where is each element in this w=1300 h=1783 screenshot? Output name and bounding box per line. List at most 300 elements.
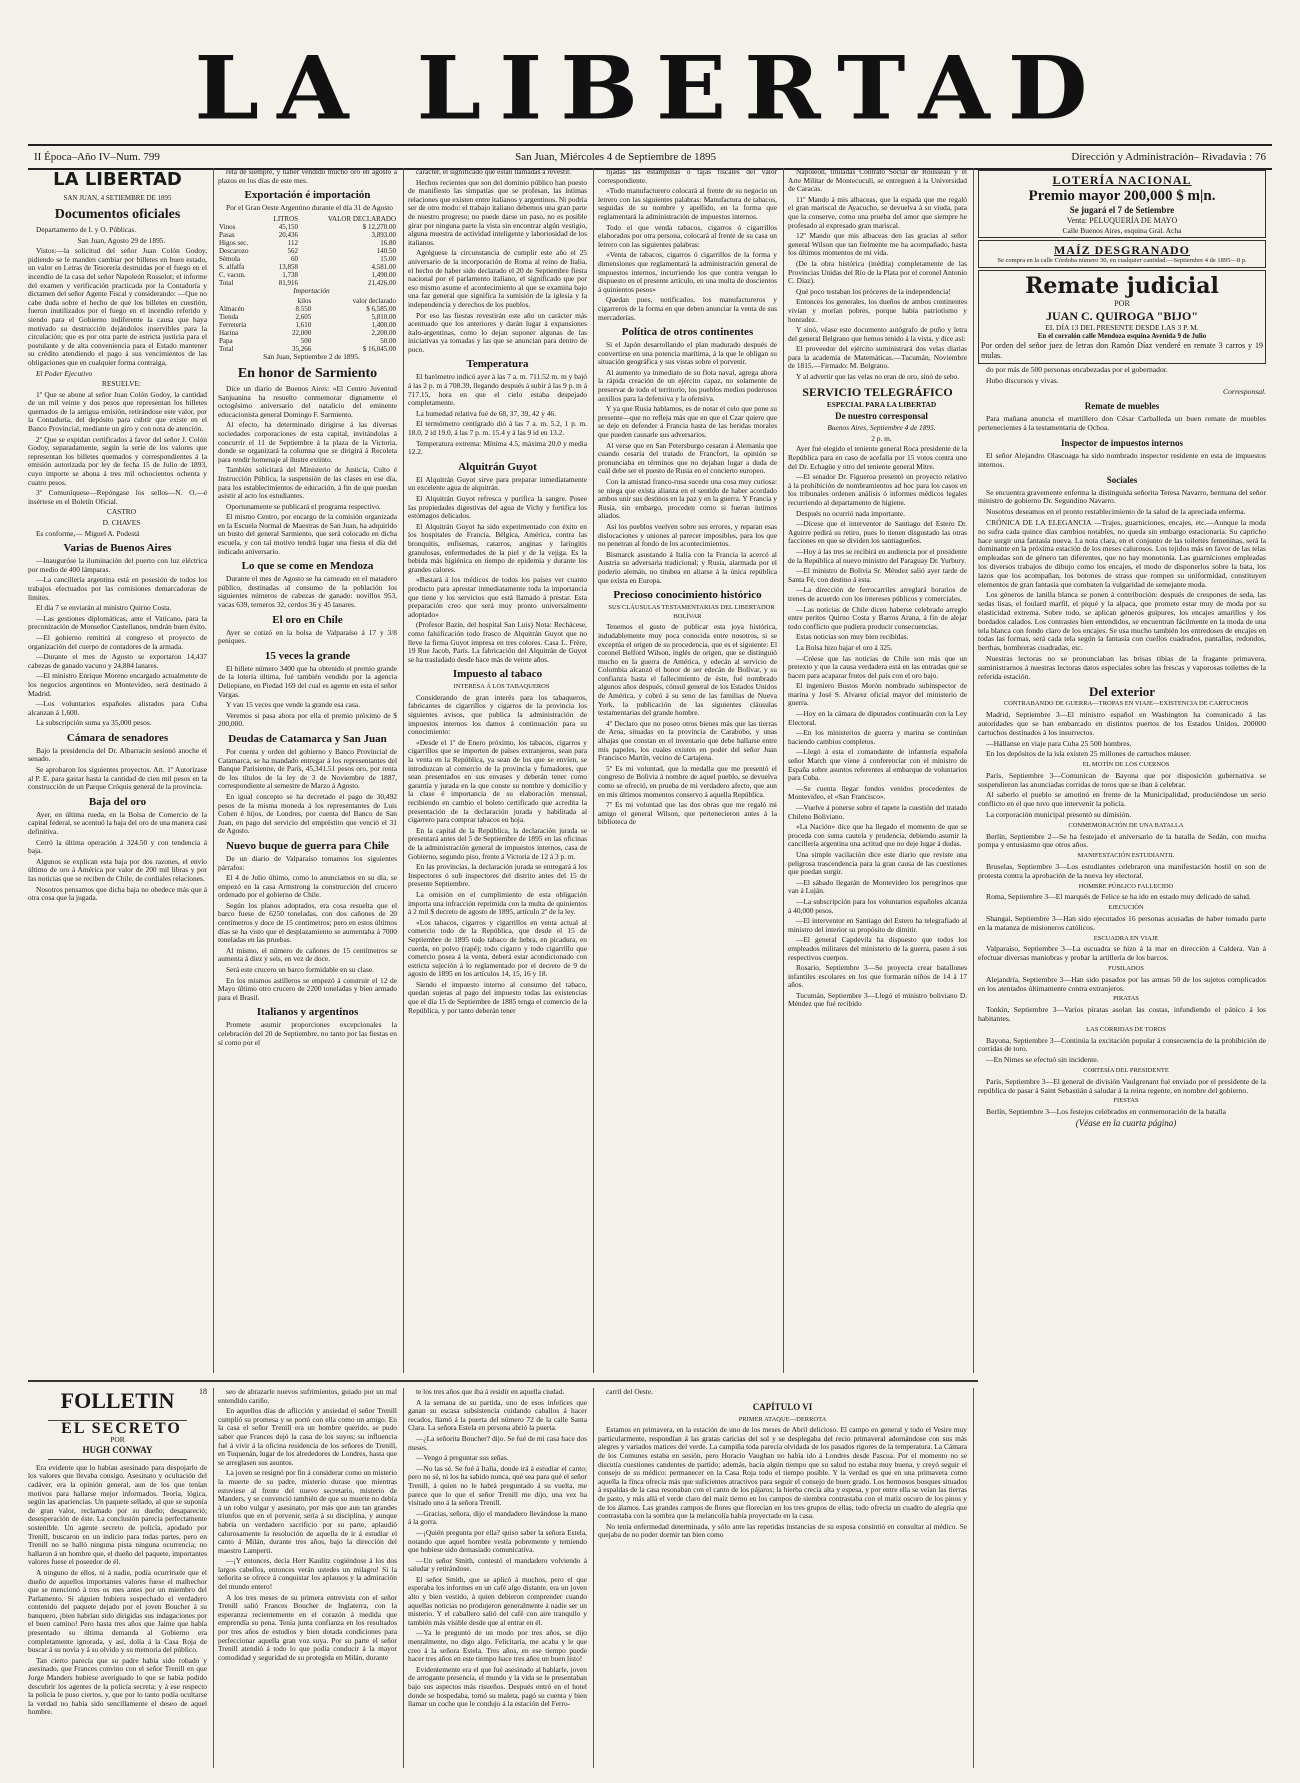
table-cell: 2,200.00 — [371, 329, 396, 338]
article-text: Algunos se explican esta baja por dos razones, el envío último de oro á América por valor de 200 mil libras y por las noticias que se reciben de Chile, de cordiales relaciones. — [28, 856, 207, 883]
table-cell: 1,610 — [295, 321, 312, 330]
article-text: Tan cierto parecía que su padre había sido robado y asesinado, que Frances convino con el señor Trenill en que Jorge Manders hubiese averiguado lo que se había podido descubrir los agentes de la policía secreta; y á ese respecto la policía le puso ciertos, y, que por lo tanto podía ocultarse la verdad no había sido sencillamente el deseo de aquel hombre. — [28, 1655, 207, 1717]
table-cell: 5,810.00 — [371, 313, 396, 322]
column-3 — [408, 168, 594, 1373]
article-text: El día 7 se enviarán al ministro Quirno Costa. — [36, 603, 172, 613]
article-text: Valparaíso, Septiembre 3—La escuadra se hizo á la mar en dirección á Caldera. Van á efectuar diversas maniobras y probar la artillería de los barcos. — [978, 944, 1266, 963]
folletin-column-3 — [408, 1388, 594, 1768]
lottery-ad — [978, 170, 1266, 238]
article-text: La Bolsa hizo bajar el oro á 325. — [796, 642, 893, 652]
edition-info: II Época–Año IV–Num. 799 — [34, 151, 160, 163]
article-text: El proveedor del ejército suministrará dos velas diarias para la academia de Matemáticas.—Tucumán, Noviembre de 1815.—Firmado: M. Belgrano. — [788, 344, 967, 371]
article-text: Qué poco testaban los próceres de la independencia! — [796, 286, 951, 296]
article-text: Agréguese la circunstancia de cumplir este año el 25 aniversario de la incorporación de Roma al reino de Italia, el hecho de haber sido declarado el 20 de Septiembre fiesta nacional por el parlamento italiano, el significado que por eso mismo asume el acontecimiento al que se examina bajo una faz general que significa la sumisión de la iglesia y la independencia y derechos de los pueblos. — [408, 248, 587, 309]
table-cell: Pasas — [219, 230, 235, 239]
table-row — [218, 255, 397, 263]
article-text: Cerró la última operación á 324.50 y con tendencia á baja. — [28, 837, 207, 856]
article-text: Entonces los generales, los dueños de ambos continentes vivían y morían pobres, porque había patriotismo y honradez. — [788, 297, 967, 324]
article-text: El Poder Ejecutivo — [36, 368, 93, 378]
article-text: Tonkin, Septiembre 3—Varios piratas asolan las costas, infundiendo el pánico á los habitantes. — [978, 1005, 1266, 1024]
article-text: —Durante el mes de Agosto se exportaron 14,437 cabezas de ganado vacuno y 24,884 lanares. — [28, 652, 207, 670]
article-subheading: MANIFESTACIÓN ESTUDIANTIL — [1077, 852, 1175, 860]
article-text: Según los planos adoptados, era cosa resuelta que el barco fuese de 6250 toneladas, con dos cañones de 20 centímetros y doce de 15 centímetros; pero en estos últimos días se ha visto que el desplazamiento se aumentaba á 7000 toneladas en las pruebas. — [218, 900, 397, 945]
table-cell: 13,858 — [278, 262, 299, 271]
article-text: «Todo manufacturero colocará al frente de su negocio un letrero con las siguientes palabras: Manufactura de tabacos, seguidas de su nombre y apellido, en la forma que reglamentará la administración de impuestos internos. — [598, 186, 777, 221]
article-text: —Las gestiones diplomáticas, ante el Vaticano, para la preconización de Monseñor Castellanos, tendrán buen éxito. — [28, 613, 207, 632]
article-subheading: CONTRABANDO DE GUERRA—TROPAS EN VIAJE—EXISTENCIA DE CARTUCHOS — [1003, 700, 1249, 708]
article-text: —La subscripción para los voluntarios españoles alcanza á 40,000 pesos. — [788, 896, 967, 915]
article-text: El termómetro centígrado dió á las 7 a. m. 5.2, 1 p. m. 18.0, 2 id 19.0, á las 7 p. m. 15.4 y á las 9 id en 13.2. — [408, 419, 587, 438]
table-header-cell: VALOR DECLARADO — [327, 214, 396, 223]
article-text: (De la obra histórica (inédita) completamente de las Provincias Unidas del Río de la Plata por el coronel Antonio C. Díaz). — [788, 258, 967, 286]
article-heading: El oro en Chile — [272, 613, 343, 626]
article-text: A los tres meses de su primera entrevista con el señor Trenill salió Frances Boucher de Inglaterra, con la esperanza recientemente en el corazón á medida que emprendía su pena. Tenía junta confianza en los resultados por tres años de estudios y bien dotada condiciones para perfeccionar aquella gran voz suya. Por su parte el señor Trenill atendió á todo lo que podía conducir á la mayor comodidad y seguridad de su protegida en Milán, durante — [218, 1592, 397, 1662]
table-cell: $ 6,585.00 — [366, 305, 396, 314]
section-title: LA LIBERTAD — [53, 169, 182, 190]
issue-date: San Juan, Miércoles 4 de Septiembre de 1895 — [515, 151, 717, 163]
folletin-section — [28, 1380, 978, 1770]
dept-line: Departamento de I. y O. Públicas. — [36, 225, 137, 234]
article-text: En los depósitos de la isla existen 25 millones de cartuchos máuser. — [986, 749, 1191, 759]
table-cell: 81,916 — [278, 278, 299, 287]
article-text: Nosotros pensamos que dicha baja no obedece más que á otra cosa que la jugada. — [28, 884, 207, 903]
article-subheading: LAS CORRIDAS DE TOROS — [1086, 1025, 1166, 1033]
article-text: «Bastará á los médicos de todos los países ver cuanto producto para aprestar inmediatamente toda la importancia que tiene y los servicios que está llamado á prestar. Esta preparación creo que será muy pronto universalmente adoptado» — [408, 575, 587, 619]
article-text: El billete número 3400 que ha obtenido el premio grande de la lotería última, fué también vendido por la agencia Deliepiane, en Piedad 169 del cual es agente en esta el señor Vargas. — [218, 663, 397, 699]
article-text: Considerando de gran interés para los tabaqueros, fabricantes de cigarrillos y cigarros de la provincia los siguientes avisos, que publica la administración de impuestos internos los damos á continuación para su conocimiento: — [408, 692, 587, 737]
article-text: Bajo la presidencia del Dr. Albarracín sesionó anoche el senado. — [28, 745, 207, 764]
article-text: —La cancillería argentina está en posesión de todos los trabajos efectuados por las comisiones demarcadoras de límites. — [28, 575, 207, 602]
article-text: «Desde el 1º de Enero próximo, los tabacos, cigarros y cigarrillos que se importen de países extranjeros, sean para la venta en la República, ya sean de los que se envíen, se introduzcan al comercio de la provincia y fumadores, que sean presentados en sus envases y deberán tener como garantía y jurada en la que conste su nombre y domicilio y la clase é importancia de su elaboración mensual, recibiendo en cambio el boleto certificado que acredita la presentación de la declaración jurada y habilitada al cigarrero para comprar tabacos en hoja. — [408, 737, 587, 825]
article-text: La subscripción suma ya 35,000 pesos. — [36, 718, 152, 728]
article-text: Nuestras lectoras no se pronunciaban las brisas tibias de la fragante primavera, suministrarnos á nuestras lectoras datos especiales sobre las frescas y vaporosas toilettes de la referida estación. — [978, 653, 1266, 681]
article-text: (Profesor Bazin, del hospital San Luis) Nota: Rechácese, como falsificación todo frasco de Alquitrán Guyot que no lleve la firma Guyot impresa en tres colores. Casa L. Frère, 19 Rue Jacob, París. La fabricación del Alquitrán de Guyot se ha trasladado desde hace más de veinte años. — [408, 620, 587, 664]
table-cell: Total — [219, 278, 234, 287]
telegraph-sub: ESPECIAL PARA LA LIBERTAD — [826, 399, 937, 409]
article-text: Tenemos el gusto de publicar esta joya histórica, indudablemente muy poca conocida entre nosotros, si se exceptúa el origen de su procedencia, que es el siguiente: El coronel Belford Wilson, inglés de origen, que se distinguió mucho en la guerra de América, y edecán al servicio de Colombia alcanzó el honor de ser edecán de Bolívar, y su confianza hasta el fallecimiento de éste, fué nombrado algunos años después, cónsul general de los Estados Unidos de América, y cobró á su seno de las familias de Nueva York, la publicación de las siguientes cláusulas testamentarias del grande hombre. — [598, 622, 777, 718]
table-row — [218, 337, 397, 345]
article-text: Berlín, Septiembre 3—Los festejos celebrados en conmemoración de la batalla — [986, 1107, 1226, 1117]
article-text: Por cuenta y orden del gobierno y Banco Provincial de Catamarca, se ha mandado entregar á los representantes del Banque Parisienne, de París, 45,341.51 pesos oro, por renta de los títulos de la ley de 3 de Noviembre de 1887, correspondiente al semestre de Marzo á Agosto. — [218, 746, 397, 791]
article-subheading: CONMEMORACIÓN DE UNA BATALLA — [1068, 821, 1184, 829]
article-text: Promete asumir proporciones excepcionales la celebración del 20 de Septiembre, no tanto por las fiestas en sí como por el — [218, 1020, 397, 1047]
folletin-number: 18 — [199, 1388, 207, 1396]
article-heading: Sociales — [1106, 474, 1138, 485]
table-cell: Vinos — [219, 222, 236, 231]
article-text: El barómetro indicó ayer á las 7 a. m. 711.52 m. m y bajó á las 2 p. m á 708.39, llegando después á subir á las 9 p. m á 717.15, hora en que el cielo estaba despejado completamente. — [408, 372, 587, 408]
article-text: Ayer se cotizó en la bolsa de Valparaíso á 17 y 3/8 peniques. — [218, 627, 397, 646]
table-cell: Higos sec. — [219, 238, 249, 247]
article-text: —Vuelve á ponerse sobre el tapete la cuestión del tratado Chileno Boliviano. — [788, 803, 967, 821]
article-text: «La Nación» dice que ha llegado el momento de que se proceda con suma cautela y prudencia, debiendo asumir la cancillería argentina una actitud que no deje lugar á dudas. — [788, 822, 967, 849]
table-header-row — [218, 297, 397, 305]
article-text: Al efecto, ha determinado dirigirse á las diversas sociedades corporaciones de esta capital, invitándolas á concurrir el 11 de Septiembre á la plaza de la Victoria, donde se organizará la columna que se dirigirá á Recoleta para rendir homenaje al ilustre extinto. — [218, 420, 397, 464]
folletin-author: HUGH CONWAY — [82, 1445, 153, 1456]
article-text: Veremos si pasa ahora por ella el premio próximo de $ 200,000. — [218, 710, 397, 729]
article-text: Para mañana anuncia el martillero don César Carballeda un buen remate de muebles pertenecientes á la testamentaria de Ochoa. — [978, 414, 1266, 433]
article-subheading: EL MOTÍN DE LOS CUERNOS — [1082, 761, 1170, 769]
article-text: Durante el mes de Agosto se ha carneado en el matadero público, destinadas al consumo de la población los siguientes números de cabezas de ganado: novillos 953, vacas 639, terneros 32, cerdos 36 y 45 lanares. — [218, 574, 397, 610]
article-text: Se encuentra gravemente enferma la distinguida señorita Teresa Navarro, hermana del señor ministro de gobierno Dr. Segundino Navarro. — [978, 487, 1266, 506]
article-text: —Inauguróse la iluminación del puerto con luz eléctrica por medio de 400 lámparas. — [28, 556, 207, 574]
article-text: seo de abrazarle nuevos sufrimientos, guiado por un mal entendido cariño. — [218, 1388, 397, 1405]
telegraph-time: 2 p. m. — [871, 433, 892, 443]
article-text: Ayer, en última rueda, en la Bolsa de Comercio de la capital federal, se acentuó la baja del oro de una manera casi definitiva. — [28, 809, 207, 837]
table-cell: Almacén — [219, 305, 245, 314]
telegraph-heading: SERVICIO TELEGRÁFICO — [802, 384, 953, 399]
article-text: —¡Quién pregunta por ella? quiso saber la señora Estela, notando que aquel hombre vestía pobremente y temiendo que hubiese sido demasiado comunicativa. — [408, 1527, 587, 1555]
article-text: La corporación municipal presentó su dimisión. — [986, 810, 1132, 820]
article-text: Así los pueblos vuelven sobre sus errores, y reparan esas dislocaciones y uniones al parecer imposibles, para los que no penetran al fondo de los acontecimientos. — [598, 521, 777, 549]
article-text: Dice un diario de Buenos Aires: «El Centro Juventud Sanjuanina ha resuelto conmemorar dignamente el octogésimo aniversario del natalicio del eminente educacionista general Domingo F. Sarmiento. — [218, 383, 397, 419]
article-text: Alejandría, Septiembre 3—Han sido pasados por las armas 50 de los sujetos complicados en los atentados últimamente contra extranjeros. — [978, 974, 1266, 993]
article-text: —Vengo á preguntar sus señas. — [416, 1453, 509, 1463]
table-header-cell: valor declarado — [352, 297, 396, 306]
table-cell: Total — [219, 345, 234, 354]
article-text: te los tres años que iba á residir en aquella ciudad. — [416, 1388, 565, 1396]
article-text: En las provincias, la declaración jurada se entregará á los Inspectores ó sub inspectores del distrito antes del 15 de presente Septiembre. — [408, 862, 587, 889]
article-text: Y al advertir que las velas no eran de oro, sinó de sebo. — [796, 372, 960, 382]
article-heading: Nuevo buque de guerra para Chile — [226, 839, 389, 852]
article-subheading: Importación — [293, 285, 330, 295]
lottery-ad-title: LOTERÍA NACIONAL — [1052, 173, 1192, 187]
section-date: SAN JUAN, 4 SETIEMBRE DE 1895 — [63, 194, 172, 202]
article-text: —Los voluntarios españoles alistados para Cuba alcanzan á 1,600. — [28, 699, 207, 717]
masthead-title: LA LIBERTAD — [194, 36, 1106, 140]
article-text: —Hoy en la cámara de diputados continuarán con la Ley Electoral. — [788, 709, 967, 727]
article-text: Al aumento ya inmediato de su flota naval, agrega ahora la rápida creación de un ejército capaz, no solamente de preservar de todo el territorio, los pueblos medios poderosos auxilios para la defensiva y la ofensiva. — [598, 367, 777, 403]
article-text: Por el Gran Oeste Argentino durante el día 31 de Agosto — [226, 203, 393, 213]
article-text: Bismarck asustando á Italia con la Francia la acercó al Austria su adversaria tradicional; y Rusia, alarmada por el poderío alemán, no titubea en aliarse á la única república que exista en Europa. — [598, 549, 777, 585]
article-heading: Exportación é importación — [244, 189, 371, 202]
article-heading: Lo que se come en Mendoza — [241, 560, 374, 573]
table-cell: 2,605 — [295, 313, 312, 322]
table-header-cell — [218, 215, 262, 223]
article-text: Una simple vacilación dice este diario que reviste una peligrosa trascendencia para la gran causa de las cuestiones que puedan surgir. — [788, 849, 967, 877]
article-text: —Las noticias de Chile dicen haberse celebrado arreglo entre peritos Quirno Costa y Barros Arana, á fin de alejar todo conflicto que pudiera producir consecuencias. — [788, 604, 967, 631]
article-subheading: CORTESÍA DEL PRESIDENTE — [1083, 1067, 1169, 1074]
table-cell: Ferretería — [219, 321, 247, 330]
table-cell: 112 — [287, 238, 299, 247]
article-text: La joven se resignó por fin á considerar como un misterio la muerte de su padre, misterio durase que mientras estuviese al frente del nuevo secretario, misterio de Manders, y se convenció también de que su muerte no debía á un robo vulgar y asesinato, por más que aun tan grandes triunfos que en el porvenir, sería á su disciplina, y aunque habría un verdadero sacrificio por su parte, aplaudió calurosamente la resolución de aquella de ir á estudiar el canto á Milán, durante tres años, bajo la dirección del maestro Lamperti. — [218, 1468, 397, 1555]
article-heading: Baja del oro — [88, 795, 147, 808]
table-row — [218, 321, 397, 329]
table-cell: 22,000 — [292, 329, 312, 338]
table-row — [218, 271, 397, 279]
telegraph-date: Buenos Aires, Septiembre 4 de 1895. — [827, 423, 936, 433]
address-info: Dirección y Administración– Rivadavia : 76 — [1071, 151, 1266, 163]
article-text: —Un señor Smith, contestó el mandadero volviendo á saludar y retirándose. — [408, 1555, 587, 1574]
table-row — [218, 305, 397, 313]
table-cell: $ 16,045.00 — [362, 345, 396, 354]
article-text: Al saberlo el pueblo se amotinó en frente de la Municipalidad, produciéndose un serio conflicto en el que tuvo que intervenir la policía. — [978, 790, 1266, 809]
remate-ad-date: EL DÍA 13 DEL PRESENTE DESDE LAS 3 P. M. — [1045, 323, 1199, 332]
article-heading: Inspector de impuestos internos — [1060, 437, 1184, 448]
article-text: reta de siempre, y haber vendido mucho oro en agosto á plazos en los días de este mes. — [218, 168, 397, 185]
table-cell: 562 — [287, 246, 299, 255]
doc-date: San Juan, Agosto 29 de 1895. — [77, 235, 166, 245]
export-table — [218, 215, 397, 287]
article-text: 11º Mando á mis albaceas, que la espada que me regaló el gran mariscal de Ayacucho, se devuelva á su viuda, para que la conserve, como una prueba del amor que siempre he profesado al expresado gran mariscal. — [788, 194, 967, 230]
table-cell: 35,266 — [292, 345, 312, 354]
article-text: Si el Japón desarrollando el plan madurado después de convertirse en una potencia marítima, á la que le obligan su situación geográfica y sus vistas sobre el porvenir. — [598, 340, 777, 367]
article-text: —En Nimes se efectuó sin incidente. — [986, 1055, 1099, 1065]
article-text: Al verse que en San Petersburgo cesaran á Alemania que cuando cesaría del tratado de Francfort, la opinión se pronunciaba en términos que no dejaban lugar a duda de cuál debe ser el puesto de Rusia en el concierto europeo. — [598, 440, 777, 476]
folletin-por: POR — [110, 1434, 125, 1444]
article-text: —Hoy á las tres se recibirá en audiencia por el presidente de la República al nuevo ministro del Paraguay Dr. Yurbury. — [788, 546, 967, 565]
heading-documentos: Documentos oficiales — [54, 207, 181, 222]
article-subheading: INTERESA Á LOS TABAQUEROS — [453, 683, 550, 691]
article-text: —Gracias, señora, dijo el mandadero llevándose la mano á la gorra. — [408, 1508, 587, 1527]
telegraph-sub: De nuestro corresponsal — [835, 411, 928, 422]
article-text: El ingeniero Bustos Morón nombrado subinspector de marina y José S. Alvarez oficial mayor del ministerio de guerra. — [788, 681, 967, 708]
table-row — [218, 263, 397, 271]
chapter-title: CAPÍTULO VI — [752, 1401, 813, 1412]
article-text: San Juan, Septiembre 2 de 1895. — [263, 352, 360, 362]
article-heading: Remate de muebles — [1084, 401, 1160, 412]
column-4 — [598, 168, 784, 1373]
table-cell: Papa — [219, 337, 233, 346]
article-text: 5º Es mi voluntad, que la medalla que me presentó el congreso de Bolivia á nombre de aquel pueblo, se devuelva como se ofreció, en prueba de mi verdadero afecto, que aun en mis últimos momentos conservo á aquella República. — [598, 763, 777, 799]
article-heading: Precioso conocimiento histórico — [613, 589, 762, 602]
table-row — [218, 247, 397, 255]
chapter-subtitle: PRIMER ATAQUE—DERROTA — [738, 1415, 827, 1423]
dateline-bar — [28, 144, 1272, 170]
article-text: «Los tabacos, cigarros y cigarrillos en venta actual al comercio todo de la República, que desde el 15 de Septiembre de 1895 todo tabaco de hebra, en picadura, en cuerda, en polvo (rapé); todo cigarro y todo cigarrillo que comercio posea á la venta, deberá estar acondicionado con estricta sujeción á lo reglamentado por el decreto de 9 de agosto de 1895 en los artículos 14, 15, 16 y 18. — [408, 917, 587, 979]
article-text: Tucumán, Septiembre 3—Llegó el ministro boliviano D. Méndez que fué recibido — [788, 990, 967, 1009]
article-subheading: FUSILADOS — [1108, 965, 1144, 973]
article-text: Nosotros deseamos en el pronto restablecimiento de la salud de la apreciada enferma. — [986, 507, 1246, 517]
table-cell: 140.50 — [376, 246, 396, 255]
table-cell: Harina — [219, 329, 239, 338]
article-text: El Alquitrán Guyot refresca y purifica la sangre. Posee las propiedades digestivas del agua de Vichy y fortifica los estómagos delicados. — [408, 494, 587, 521]
article-subheading: PIRATAS — [1113, 995, 1139, 1003]
table-cell: C. vacun. — [219, 270, 246, 279]
table-cell: 1,400.00 — [371, 321, 396, 330]
article-text: —El sábado llegarán de Montevideo los peregrinos que van á Luján. — [788, 877, 967, 896]
article-heading: En honor de Sarmiento — [237, 365, 378, 381]
article-text: Vistos:—la solicitud del señor Juan Colón Godoy, pidiendo se le manden cambiar por billetes en buen estado, un valor en Letras de Tesorería destruidas por el fuego en el incendio de la casa del señor Napoleón Rosselot; el informe del examen y verificación practicada por la Contaduría y dictamen del señor Agente Fiscal y considerando: —Que no cabe duda sobre el hecho de que los billetes en cuestión, fueron inutilizados por el fuego en el incendio referido y siendo para el Gobierno indiferente la causa que haya motivado su destrucción dejándolos inservibles para la circulación; que es por otra parte de estricta justicia para el postulante y de alta conveniencia para el Estado mantener su crédito atendiendo el pago á sus vencimientos de las obligaciones que en cualquier forma contraiga, — [28, 246, 207, 367]
signature: D. CHAVES — [102, 518, 141, 527]
article-text: En aquellos días de aflicción y ansiedad el señor Trenill cumplió su promesa y se portó con ella como un amigo. En la casa el señor Trenill era un hombre querido, se pudo saber que Frances dejó la casa de los suyos; su influencia fué á vivir á la oficina residencia de los señores de Trenill, en Tuquenán, lugar de los alrededores de Londres, hasta que se arreglasen sus asuntos. — [218, 1406, 397, 1467]
remate-ad-por: POR — [1114, 299, 1130, 308]
folletin-title: FOLLETIN — [60, 1388, 175, 1413]
article-heading: Cámara de senadores — [66, 731, 169, 744]
article-text: Rosario, Septiembre 3—Se proyecta crear batallones infantiles escolares en los que formarán niños de 14 á 17 años. — [788, 963, 967, 990]
article-text: do por más de 500 personas encabezadas por el gobernador. — [986, 365, 1168, 374]
remate-ad-location: En el corralón calle Mendoza esquina Avenida 9 de Julio — [1037, 332, 1207, 340]
article-subheading: EJECUCIÓN — [1108, 904, 1144, 912]
remate-ad-auctioneer: JUAN C. QUIROGA "BIJO" — [1045, 309, 1198, 323]
table-cell: $ 12,270.00 — [362, 222, 396, 231]
article-signature: Corresponsal. — [1223, 386, 1266, 396]
article-text: El señor Alejandro Olascoaga ha sido nombrado inspector residente en esta de impuestos internos. — [978, 450, 1266, 469]
article-text: Era evidente que lo habían asesinado para despojarlo de los valores que llevaba consigo. Asesinato y ocultación del cadáver, era la opinión general, aun de los que tenían motivos para hallarse mejor informados. Teoría, lógica, según las apariencias. Un paquete sellado, al que se suponía de gran valor, reclamado por su dueño; desapareció; desesperación de éste. La conclusión parecía perfectamente sostenible. Un agente secreto de policía, apodado por Trenill, buscaron en un indicio para todas partes, pero en Trenill no se halló ninguna pista ninguna ocurrencia; no hallaron á un hombre que, el dueño del paquete, importantes valores fuese el poseedor de él. — [28, 1462, 207, 1567]
article-text: París, Septiembre 3—El general de división Vaulgrenant fué enviado por el presidente de la república de pasar á Saint Sebastián á saludar á la reina regente, en nombre del gobierno. — [978, 1076, 1266, 1095]
article-text: —¡Y entonces, decía Herr Kaulitz cogiéndose á los dos largos cabellos, entonces verán ustedes un milagro! Si la señorita se ofrece á conquistar los aplausos y la admiración del mundo entero! — [218, 1556, 397, 1592]
folletin-column-1 — [28, 1388, 214, 1768]
article-subheading: HOMBRE PÚBLICO FALLECIDO — [1078, 882, 1174, 890]
article-text: El 4 de Julio último, como lo anunciamos en su día, se empezó en la casa Armstrong la construcción del crucero ordenado por el gobierno de Chile. — [218, 873, 397, 900]
article-text: —¿La señorita Boucher? dijo. Se fué de mi casa hace dos meses. — [408, 1433, 587, 1452]
lottery-venue: Venta: PELUQUERÍA DE MAYO — [1066, 216, 1178, 225]
table-cell: Descarozo — [219, 246, 249, 255]
article-text: 7º Es mi voluntad que las dos obras que me regaló mi amigo el general Wilson, que pertenecieron antes á la biblioteca de — [598, 800, 777, 827]
article-text: Roma, Septiembre 3—El marqués de Felice se ha ido en estado muy delicado de salud. — [986, 892, 1251, 902]
table-cell: 500 — [300, 337, 312, 346]
table-cell: 1,738 — [282, 270, 299, 279]
article-text: —Llegó á esta el comandante de infantería española señor March que viene á conferenciar con el ministro de España sobre asuntos referentes al embarque de voluntarios para Cuba. — [788, 747, 967, 783]
article-text: París, Septiembre 3—Comunican de Bayona que por disposición gubernativa se suspendieron las anunciadas corridas de toros que se iban á celebrar. — [978, 770, 1266, 789]
continued-note: (Véase en la cuarta página) — [1075, 1117, 1177, 1128]
table-cell: Sémola — [219, 254, 240, 263]
maiz-ad — [978, 240, 1266, 268]
newspaper-page — [28, 18, 1272, 1768]
article-text: —Ya le preguntó de un modo por tres años, se dijo mentalmente, no digo algo. Felicitaría, me acaba y le que creo á la señora Estela. Tres años, en ese tiempo puede hacer tres años en este tiempo hace tres años un buen listo! — [408, 1628, 587, 1664]
article-heading: Impuesto al tabaco — [452, 668, 543, 681]
table-cell: 4,581.00 — [371, 262, 396, 271]
article-text: 2º Que se expidan certificados á favor del señor J. Colón Godoy, separadamente, según la serie de los valores que representan los billetes quemados y correspondientes á la emisión autorizada por ley de fecha 15 de Julio de 1893, cuyo importe se abona á tres mil ochocientos ochenta y cuatro pesos. — [28, 434, 207, 487]
article-text: El Alquitrán Guyot sirve para preparar inmediatamente un excelente agua de alquitrán. — [408, 474, 587, 493]
article-text: Bruselas, Septiembre 3—Los estudiantes celebraron una manifestación hostil en son de protesta contra la aprobación de la nueva ley electoral. — [978, 862, 1266, 880]
remate-ad — [978, 270, 1266, 364]
article-text: En la capital de la República, la declaración jurada se presentará antes del 5 de Septiembre de 1895 en las oficinas de la administración general de impuestos internos, casa de Gobierno, segundo piso, frente á Victoria de 12 á 3 p. m. — [408, 825, 587, 861]
article-text: No tenía enfermedad determinada, y sólo ante las repetidas instancias de su esposa consintió en consultar al médico. Se quejaba de no poder dormir tan bien como — [598, 1521, 967, 1540]
article-text: Temperatura extrema: Mínima 4.5, máxima 20.0 y media 12.2. — [408, 438, 587, 457]
table-header-cell — [218, 297, 273, 305]
table-header-cell: LITROS — [273, 214, 299, 223]
table-header-cell: kilos — [297, 297, 312, 306]
article-text: También solicitará del Ministerio de Justicia, Culto é Instrucción Pública, la suspensión de las clases en ese día, para los establecimientos de educación, á fin de que puedan asistir al acto los estudiantes. — [218, 465, 397, 501]
article-text: Evidentemente era el que fué asesinado al hablarle, joven de arrogante presencia, el mundo y la vida se le presentaban bajo sus aspectos más risueños. Después entró en el hotel donde se hospedaba, tomó su maleta, pagó su cuenta y bien llamar un coche que le condujo á la estación del Ferro- — [408, 1664, 587, 1709]
article-heading: 15 veces la grande — [264, 649, 351, 662]
column-6 — [978, 168, 1272, 1768]
article-subheading: ESCUADRA EN VIAJE — [1093, 934, 1159, 942]
signature: Es conforme,— Miguel A. Podestá — [36, 528, 140, 538]
article-heading: Alquitrán Guyot — [458, 460, 537, 473]
article-text: Quedan pues, notificados, los manufactureros y cigarreros de la forma en que deben anunciar la venta de sus mercaderías. — [598, 295, 777, 322]
article-text: fijadas las estampillas ó fajas fiscales del valor correspondiente. — [598, 168, 777, 185]
article-text: RESUELVE: — [101, 379, 142, 389]
table-row — [218, 329, 397, 337]
article-text: 12º Mando que mis albaceas den las gracias al señor general Wilson que tan fielmente me ha acompañado, hasta los últimos momentos de mi vida. — [788, 231, 967, 258]
table-cell: 15.00 — [380, 254, 396, 263]
article-text: —Hállanse en viaje para Cuba 25 500 hombres. — [986, 738, 1132, 748]
article-text: —El ministro de Bolivia Sr. Méndez salió ayer tarde de Santa Fé, con destino á esta. — [788, 566, 967, 584]
article-text: Oportunamente se publicará el programa respectivo. — [226, 501, 381, 511]
article-text: Berlín, Septiembre 2—Se ha festejado el aniversario de la batalla de Sedán, con mucha pompa y entusiasmo que otros años. — [978, 831, 1266, 850]
table-row — [218, 239, 397, 247]
article-heading: Italianos y argentinos — [256, 1006, 359, 1019]
folletin-column-4 — [598, 1388, 974, 1768]
article-text: 3º Comuníquese—Repóngase los sellos—N. O.—é insértese en el Boletín Oficial. — [28, 488, 207, 506]
article-text: CRÓNICA DE LA ELEGANCIA —Trajes, guarniciones, encajes, etc.—Aunque la moda no sufra cada quince días cambios notables, no queda sin embargo estacionaria. Su capricho hace surgir una fantasía nueva. La nota clara, en el conjunto de las toilettes femeninas, será la dominante en la próxima estación de los meses calurosos. Los tejidos más en favor de las telas empleadas son de género tan diferentes, que no hay monotonía. Las guarniciones empleadas los diversos trabajos de dibujo como los encajes, el modo de disponerlos sobre la bata, los lazos que los acompañan, los botones de strass que rompen su uniformidad, constituyen elementos de gran fantasía que combaten la vulgaridad de semejante moda. — [978, 517, 1266, 589]
article-text: —El general Capdevila ha dispuesto que todos los empleados militares del ministerio de la guerra, pasen á sus respectivos cuerpos. — [788, 935, 967, 962]
article-text: —El interventor en Santiago del Estero ha telegrafiado al ministro del interior su propósito de dimitir. — [788, 916, 967, 934]
article-text: Shangai, Septiembre 3—Han sido ejecutados 16 personas acusadas de haber tomado parte en la matanza de misioneros católicos. — [978, 914, 1266, 932]
folletin-subtitle: EL SECRETO — [61, 1420, 182, 1437]
maiz-ad-text: Se compra en la calle Córdoba número 30, en cualquier cantidad.—Septiembre 4 de 1895—8 p. — [997, 257, 1247, 264]
article-text: Hubo discursos y vivas. — [986, 375, 1059, 385]
column-1 — [28, 168, 214, 1373]
article-text: Estamos en primavera, en la estación de uno de los meses de Abril delicioso. El campo en general y todo el Vesire muy particularmente, respondían á las gratas caricias del sol y se desplegaba del recio primaveral adornándose con sus más alegres y variados matices del verde. La campiña toda parecía olvidada de los pasados rigores de la temperatura. La Cámara de los Comunes estaba en sesión, pero Horacio Vaughan no había ido á Londres desde Pascua. Por el momento no se discutía cuestiones candentes de partido; además, hacía algún tiempo que su salud no estaba muy buena, y creyó seguir el consejo de su médico: permanecer en la Casa Roja todo el tiempo posible. Y la verdad es que en una primavera como aquella la finca ofrecía más que suficientes atractivos para seguir el consejo de buen grado. Los hermosos bosques situados á espaldas de la casa resonaban con el canto de los pájaros; la hierba crecía alta y espesa, y por entre ella se veían las tierras de pasto, y más allá el verde claro del maíz tierno en los campos de siembra contrastaba con el matiz oscuro de los pinos y de los álamos. Las grandes campos de flores que florecían en los tres grupos de ellas, todo ofrecía un cuadro de alegría que contrastaba con la sombra que la melancolía había proyectado en la casa. — [598, 1425, 967, 1521]
article-text: —Créese que las noticias de Chile son más que un pretexto y que la causa verdadera está en las entradas que se hacen para acaparar frutos del país con el oro bajo. — [788, 653, 967, 680]
article-text: 4º Declaro que no poseo otros bienes más que las tierras de Aroa, situadas en la provincia de Carabobo, y unas alhajas que constan en el inventario que debe hallarse entre mis papeles, los cuales existen en poder del señor Juan Francisco Martín, vecino de Cartajena. — [598, 718, 777, 763]
article-heading: Deudas de Catamarca y San Juan — [228, 732, 387, 745]
article-text: En igual concepto se ha decretado el pago de 30,492 pesos de la misma moneda á los representantes de Luis Cohen é hijos, de Londres, por cuenta del Banco de San Juan, en pago del servicio del empréstito que venció el 31 de Agosto. — [218, 791, 397, 836]
import-table — [218, 297, 397, 353]
article-text: Hechos recientes que son del dominio público han puesto de manifiesto las simpatías que se profesan, las íntimas relaciones que existen entre italianos y argentinos. Ni podría ser de otro modo: el trabajo italiano debemos una gran parte de nuestro progreso; no puede darse un paso, no es posible girar por ninguna parte la vista sin encontrar algún vestigio, alguna muestra de actividad inteligente y laboriosidad de los italianos. — [408, 177, 587, 247]
lottery-date: Se jugará el 7 de Setiembre — [1069, 205, 1175, 215]
table-cell: S. alfalfa — [219, 262, 245, 271]
table-cell: 3,893.00 — [371, 230, 396, 239]
table-row — [218, 313, 397, 321]
article-text: —El senador Dr. Figueroa presentó un proyecto relativo á la prohibición de nombramientos ad hoc para los casos en los tribunales ordenen análisis ó informes médicos legales recurriendo al departamento de higiene. — [788, 472, 967, 507]
article-text: —La dirección de ferrocarriles arreglará horarios de trenes de acuerdo con los intereses públicos y comerciales. — [788, 585, 967, 603]
table-row — [218, 223, 397, 231]
table-header-row — [218, 215, 397, 223]
table-cell: 45,150 — [278, 222, 299, 231]
lottery-prize: Premio mayor 200,000 $ m|n. — [1028, 188, 1216, 204]
article-text: —No las sé. Se fué á Italia, donde irá á estudiar el canto; pero no sé, ni los ha sabido nunca, qué sea para qué el señor Trenill, á quien no le habrá preguntado á su vuelta, me parece que lo que el señor Trenill me dijo, una vez ha visitado uno á la señora Trenill. — [408, 1463, 587, 1508]
article-text: carril del Oeste. — [606, 1388, 653, 1396]
article-text: —Dícese que el interventor de Santiago del Estero Dr. Aguirre pedirá su retiro, pues lo tienen disgustado las otras facciones en que se dividen los santiagueños. — [788, 519, 967, 546]
article-text: Siendo el impuesto interno al consumo del tabaco, quedan sujetas al pago del impuesto todas las existencias que el día 15 de Septiembre de 1885 tenga el comercio de la República, y por tanto deberán tener — [408, 979, 587, 1015]
article-text: El mismo Centro, por encargo de la comisión organizada en la Escuela Normal de Maestras de San Juan, ha adquirido un busto del general Sarmiento, que será colocado en dicha escuela, y con tal motivo tendrá lugar una fiesta el día del indicado aniversario. — [218, 512, 397, 556]
article-text: Y sinó, véase este documento autógrafo de puño y letra del general Belgrano que hemos tenido á la vista, y dice así: — [788, 325, 967, 343]
article-heading: Temperatura — [466, 358, 529, 371]
article-text: El señor Smith, que se aplicó á muchos, pero el que esperaba los informes en un café algo distante, era un joven alto y bien vestido, á quien debieron comprender cuando aquellas noticias no produjeron generalmente á nadie ser un misterio. Y el caballero salió del café con aire tranquilo y también más visible desde que al entrar en él. — [408, 1574, 587, 1627]
lottery-address: Calle Buenos Aires, esquina Gral. Acha — [1062, 226, 1182, 235]
table-cell: 8.550 — [295, 305, 312, 314]
article-text: Por eso las fiestas revestirán este año un carácter más acentuado que los anteriores y darán lugar á expansiones ítalo-argentinas, como lo dejan suponer algunas de las iniciativas ya tomadas y las que se anuncian para dentro de poco. — [408, 310, 587, 354]
article-text: carácter, el significado que están llamadas á revestir. — [416, 168, 572, 176]
table-row — [218, 231, 397, 239]
article-text: Estas noticias son muy bien recibidas. — [796, 632, 909, 642]
article-text: Y ya que Rusia hablamos, es de notar el celo que pone su presente—que no refleja más que en que el Czar quiere que se deje en defender á Francia hasta de las heridas morales que pueden causarle sus adversarios. — [598, 404, 777, 440]
column-6-body — [978, 366, 1266, 1128]
signature: CASTRO — [106, 507, 137, 517]
article-heading: Del exterior — [1088, 684, 1156, 700]
article-text: Será este crucero un barco formidable en su clase. — [226, 965, 374, 975]
folletin-column-2 — [218, 1388, 404, 1768]
article-text: El Alquitrán Guyot ha sido experimentado con éxito en los hospitales de Francia, Bélgica, América, contra las bronquitis, enfisemas, catarros, anginas y laringitis granulosas, enfermedades de la piel y de la vejiga. Es la bebida más higiénica en tiempo de epidemia y durante los grandes calores. — [408, 521, 587, 574]
article-heading: Política de otros continentes — [621, 326, 754, 339]
remate-ad-title: Remate judicial — [1025, 273, 1219, 299]
article-text: Bayona, Septiembre 3—Continúa la excitación popular á consecuencia de la prohibición de corridas de toro. — [978, 1035, 1266, 1054]
article-text: Todo el que venda tabacos, cigarros ó cigarrillos elaborados por otra persona, colocará al frente de su casa un letrero con las siguientes palabras: — [598, 222, 777, 249]
table-cell: 21,426.00 — [368, 278, 396, 287]
column-2 — [218, 168, 404, 1373]
article-text: En los mismos astilleros se empezó á construir el 12 de Mayo último otro crucero de 2200 toneladas y bien armado para el Brasil. — [218, 975, 397, 1002]
article-text: —Se cuenta llegar fondos venidos procedentes de Montevideo, el «San Francisco». — [788, 783, 967, 802]
table-cell: 50.00 — [380, 337, 396, 346]
column-5 — [788, 168, 974, 1373]
article-text: Con la amistad franco-rusa sucede una cosa muy curiosa: se niega que exista alianza en el sentido de haber acordado ambos unir sus destinos en la paz y en la guerra. Y Francia y Rusia, sin embargo, proceden como si fueran íntimos aliados. — [598, 477, 777, 521]
article-text: Ayer fué elegido el teniente general Roca presidente de la República para en caso de acefalía por 15 votos contra uno del Dr. Echagüe y otro del teniente general Mitre. — [788, 444, 967, 471]
article-subheading: SUS CLÁUSULAS TESTAMENTARIAS DEL LIBERTADOR BOLÍVAR — [608, 604, 775, 620]
article-text: —En los ministerios de guerra y marina se continúan haciendo cambios completos. — [788, 728, 967, 746]
article-text: De un diario de Valparaíso tomamos los siguientes párrafos: — [218, 853, 397, 872]
article-text: —El ministro Enrique Moreno encargado actualmente de los negocios argentinos en Montevideo, será destinado á Madrid. — [28, 671, 207, 698]
article-text: 1º Que se abone al señor Juan Colón Godoy, la cantidad de un mil veinte y dos pesos que representan los billetes quemados de la antigua emisión, retirándose este valor, por la Contaduría, del depósito para cubrir que existe en el Banco Provincial, mediante un giro y con nota de atención. — [28, 389, 207, 434]
article-subheading: FIESTAS — [1113, 1097, 1139, 1105]
table-cell: 16.80 — [380, 238, 396, 247]
article-text: A la semana de su partida, uno de esos infelices que ganan su escasa subsistencia cuidando caballos á hacer recados, llamó á la puerta del número 72 de la calle Santa Clara. La señora Estela en persona abrió la puerta. — [408, 1397, 587, 1433]
article-text: «Venta de tabacos, cigarros ó cigarrillos de la forma y dimensiones que reglamentará la administración general de impuestos internos, incurriendo los que contra vengan lo dispuesto en el presente artículo, en una multa de doscientos á quinientos pesos» — [598, 250, 777, 294]
article-text: Al mismo, el número de cañones de 15 centímetros se aumenta á diez y seis, en vez de doce. — [218, 945, 397, 964]
article-heading: Varias de Buenos Aires — [63, 542, 172, 555]
